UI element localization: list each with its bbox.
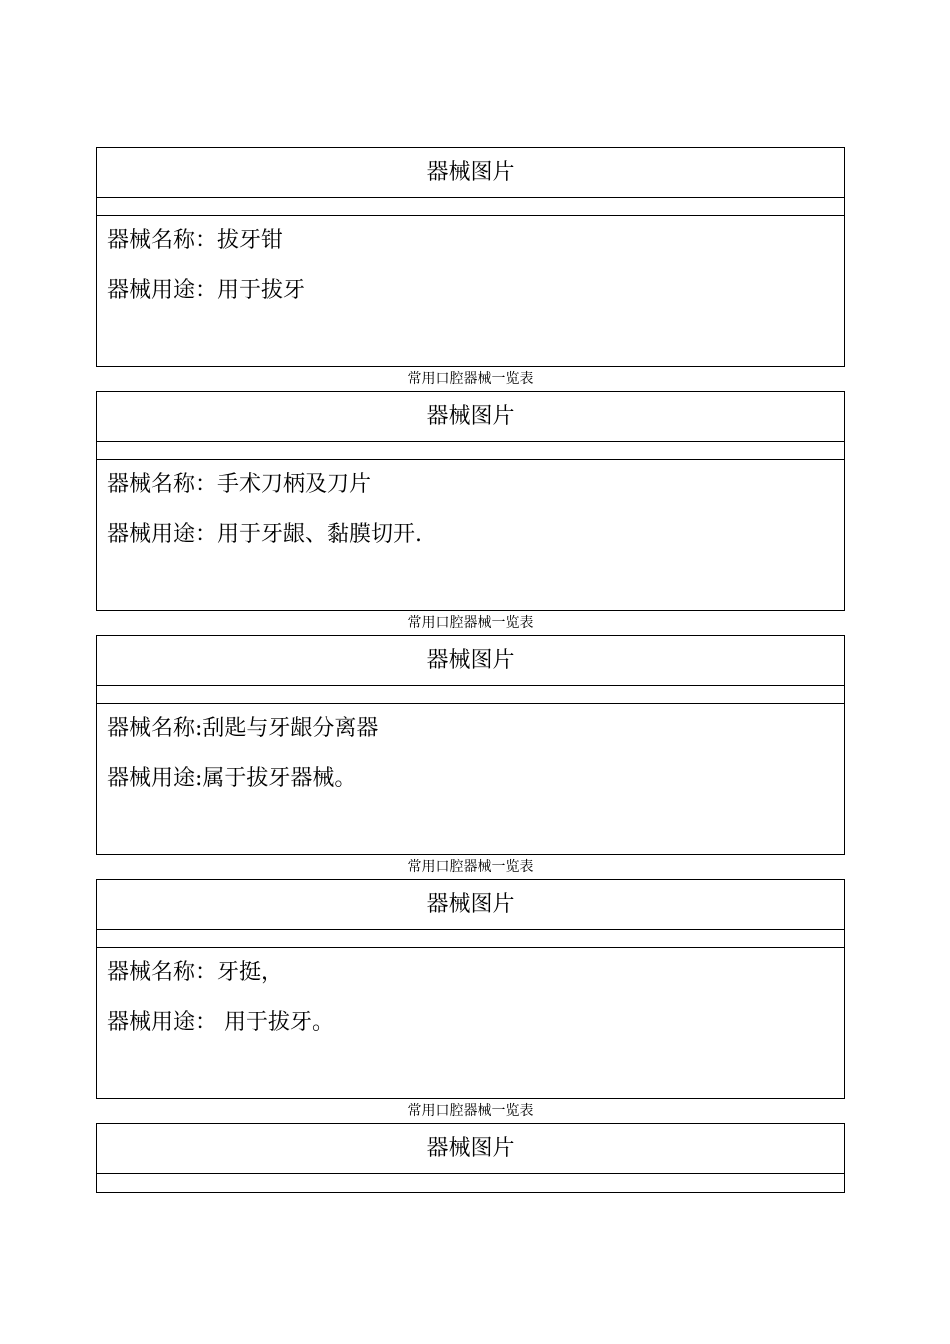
card-body <box>97 704 844 854</box>
card-body <box>97 948 844 1098</box>
instrument-use: 器械用途： 用于拔牙。 <box>107 1010 334 1035</box>
instrument-use: 器械用途：用于牙龈、黏膜切开. <box>107 522 422 547</box>
card-body <box>97 216 844 366</box>
instrument-use: 器械用途:属于拔牙器械。 <box>107 766 357 791</box>
instrument-card-3 <box>96 635 845 855</box>
table-caption: 常用口腔器械一览表 <box>407 859 534 875</box>
card-header-image: 器械图片 <box>97 148 844 198</box>
instrument-card-2 <box>96 391 845 611</box>
card-header-image: 器械图片 <box>97 1124 844 1174</box>
image-area <box>97 686 844 704</box>
image-area <box>97 1174 844 1192</box>
card-header-image: 器械图片 <box>97 880 844 930</box>
instrument-name: 器械名称：牙挺， <box>107 960 284 985</box>
card-body <box>97 460 844 610</box>
image-area <box>97 930 844 948</box>
instrument-card-5 <box>96 1123 845 1193</box>
image-area <box>97 442 844 460</box>
image-area <box>97 198 844 216</box>
instrument-card-4 <box>96 879 845 1099</box>
instrument-card-1 <box>96 147 845 367</box>
card-header-image: 器械图片 <box>97 636 844 686</box>
table-caption: 常用口腔器械一览表 <box>407 615 534 631</box>
table-caption: 常用口腔器械一览表 <box>407 371 534 387</box>
instrument-name: 器械名称:刮匙与牙龈分离器 <box>107 716 379 741</box>
instrument-name: 器械名称：拔牙钳 <box>107 228 284 253</box>
instrument-use: 器械用途：用于拔牙 <box>107 278 306 303</box>
table-caption: 常用口腔器械一览表 <box>407 1103 534 1119</box>
card-header-image: 器械图片 <box>97 392 844 442</box>
instrument-name: 器械名称：手术刀柄及刀片 <box>107 472 372 497</box>
